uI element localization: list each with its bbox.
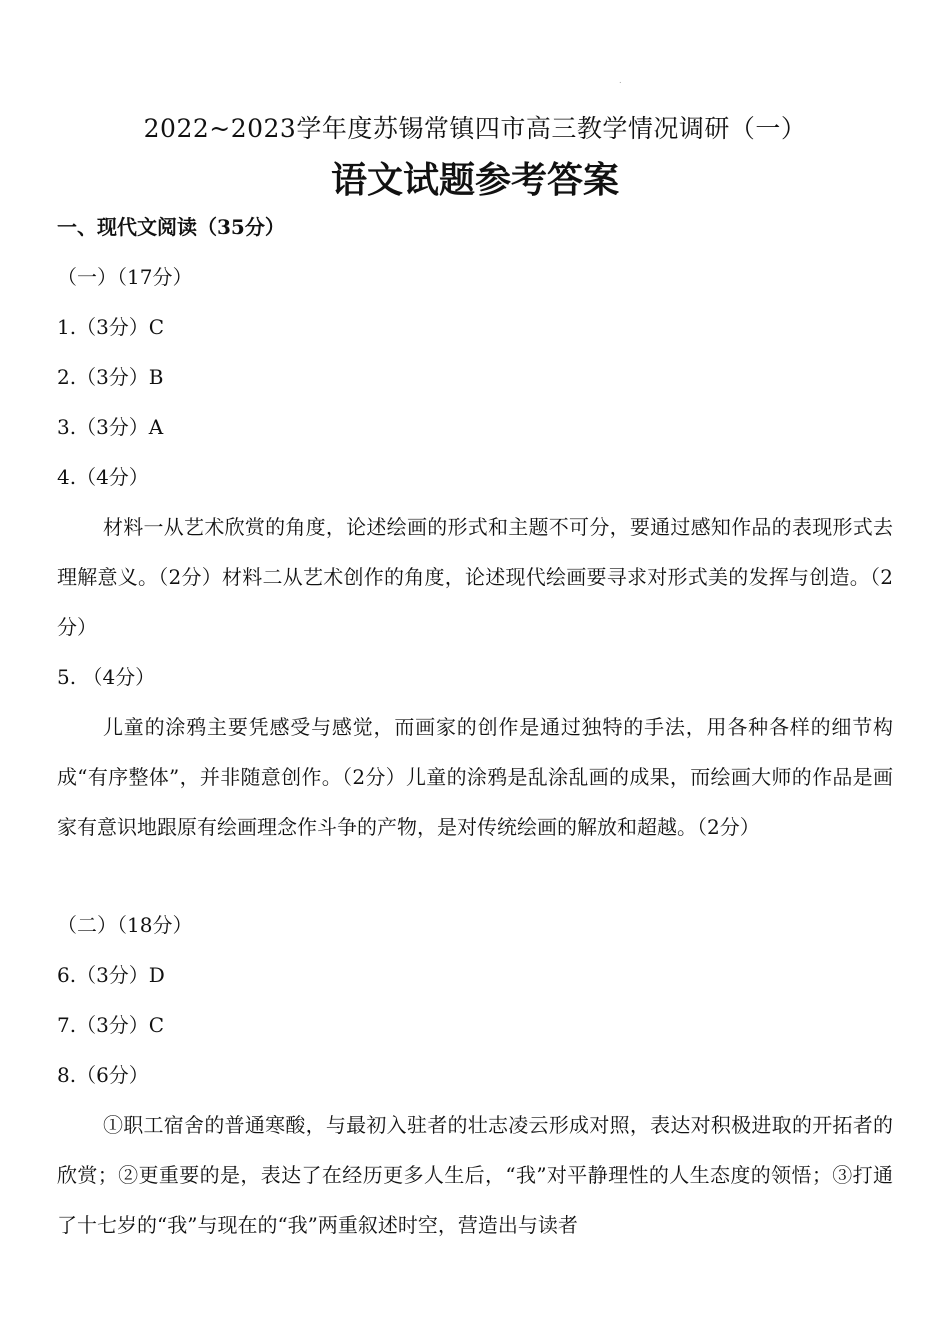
answer-item: 8.（6分） <box>57 1063 149 1087</box>
answer-paragraph: ①职工宿舍的普通寒酸，与最初入驻者的壮志凌云形成对照，表达对积极进取的开拓者的欣赏；②更重要的是，表达了在经历更多人生后，“我”对平静理性的人生态度的领悟；③打通了十七岁的“我”与现在的“我”两重叙述时空，营造出与读者 <box>57 1113 893 1237</box>
document-title: 语文试题参考答案 <box>330 160 619 201</box>
answer-item: 3.（3分）A <box>57 415 164 439</box>
answer-item: 6.（3分）D <box>57 963 165 987</box>
page-mark: . <box>619 76 622 85</box>
answer-item: 2.（3分）B <box>57 365 164 389</box>
answer-item: 7.（3分）C <box>57 1013 165 1037</box>
part-label: （一）（17分） <box>57 265 193 289</box>
answer-item: 4.（4分） <box>57 465 149 489</box>
answer-item: 5. （4分） <box>57 665 156 689</box>
section-heading: 一、现代文阅读（35分） <box>57 215 285 239</box>
exam-title: 2022~2023学年度苏锡常镇四市高三教学情况调研（一） <box>143 114 807 143</box>
answer-paragraph: 儿童的涂鸦主要凭感受与感觉，而画家的创作是通过独特的手法，用各种各样的细节构成“有序整体”，并非随意创作。（2分）儿童的涂鸦是乱涂乱画的成果，而绘画大师的作品是画家有意识地跟原有绘画理念作斗争的产物，是对传统绘画的解放和超越。（2分） <box>57 715 893 839</box>
answer-item: 1.（3分）C <box>57 315 165 339</box>
answer-paragraph: 材料一从艺术欣赏的角度，论述绘画的形式和主题不可分，要通过感知作品的表现形式去理解意义。（2分）材料二从艺术创作的角度，论述现代绘画要寻求对形式美的发挥与创造。（2分） <box>57 515 893 639</box>
part-label: （二）（18分） <box>57 913 193 937</box>
